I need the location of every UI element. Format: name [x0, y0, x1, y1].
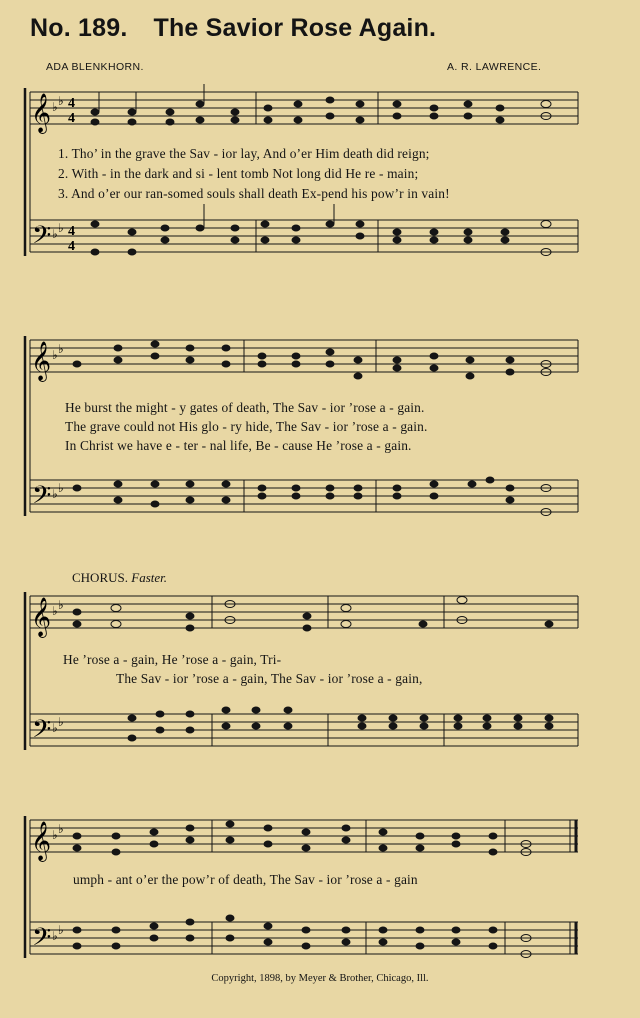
- time-signature-top: 4: [68, 96, 75, 111]
- hymn-heading: [30, 14, 436, 43]
- treble-clef-icon: 𝄞: [31, 95, 52, 132]
- svg-text:𝄞: 𝄞: [31, 343, 52, 380]
- svg-text:𝄢: 𝄢: [32, 482, 52, 515]
- svg-text:♭: ♭: [58, 598, 64, 612]
- verse-line-1: 1. Tho’ in the grave the Sav - ior lay, And o’er Him death did reign;: [58, 146, 430, 161]
- hymn-title: The Savior Rose Again.: [153, 14, 437, 42]
- svg-text:♭: ♭: [52, 721, 58, 735]
- chorus-line-3: umph - ant o’er the pow’r of death, The Sav - ior ’rose a - gain: [73, 872, 418, 887]
- verse-line-2: 2. With - in the dark and si - lent tomb Not long did He re - main;: [58, 166, 419, 181]
- verse-line-3: 3. And o’er our ran-somed souls shall death Ex-pend his pow’r in vain!: [58, 186, 450, 201]
- svg-text:♭: ♭: [58, 923, 64, 937]
- svg-text:♭: ♭: [52, 227, 58, 241]
- composer-credit: A. R. LAWRENCE.: [447, 61, 542, 73]
- time-signature-bottom: 4: [68, 111, 75, 126]
- svg-text:♭: ♭: [58, 221, 64, 235]
- svg-text:♭: ♭: [52, 828, 58, 842]
- hymn-number: No. 189.: [30, 14, 128, 42]
- bass-clef-icon: 𝄢: [32, 222, 52, 255]
- svg-text:𝄢: 𝄢: [32, 716, 52, 749]
- svg-text:𝄞: 𝄞: [31, 823, 52, 860]
- verse-line-6: In Christ we have e - ter - nal life, Be - cause He ’rose a - gain.: [65, 438, 412, 453]
- svg-text:♭: ♭: [58, 94, 64, 108]
- verse-line-5: The grave could not His glo - ry hide, The Sav - ior ’rose a - gain.: [65, 419, 428, 434]
- svg-text:4: 4: [68, 239, 75, 254]
- copyright-notice: Copyright, 1898, by Meyer & Brother, Chicago, Ill.: [211, 973, 429, 984]
- svg-text:♭: ♭: [58, 715, 64, 729]
- svg-text:♭: ♭: [52, 929, 58, 943]
- chorus-line-2: The Sav - ior ’rose a - gain, The Sav - ior ’rose a - gain,: [116, 671, 423, 686]
- chorus-line-1: He ’rose a - gain, He ’rose a - gain, Tri-: [63, 652, 282, 667]
- svg-text:𝄢: 𝄢: [32, 924, 52, 957]
- music-system-4: [0, 808, 640, 973]
- tempo-marking: Faster.: [131, 570, 167, 585]
- lyricist-credit: ADA BLENKHORN.: [46, 61, 144, 73]
- key-signature-flats: ♭: [52, 100, 58, 114]
- verse-line-4: He burst the might - y gates of death, The Sav - ior ’rose a - gain.: [65, 400, 425, 415]
- svg-text:𝄞: 𝄞: [31, 599, 52, 636]
- svg-text:♭: ♭: [52, 604, 58, 618]
- svg-text:4: 4: [68, 224, 75, 239]
- svg-text:♭: ♭: [52, 487, 58, 501]
- chorus-marking: CHORUS. Faster.: [72, 570, 167, 585]
- svg-text:♭: ♭: [58, 481, 64, 495]
- svg-text:♭: ♭: [52, 348, 58, 362]
- svg-text:♭: ♭: [58, 342, 64, 356]
- svg-text:♭: ♭: [58, 822, 64, 836]
